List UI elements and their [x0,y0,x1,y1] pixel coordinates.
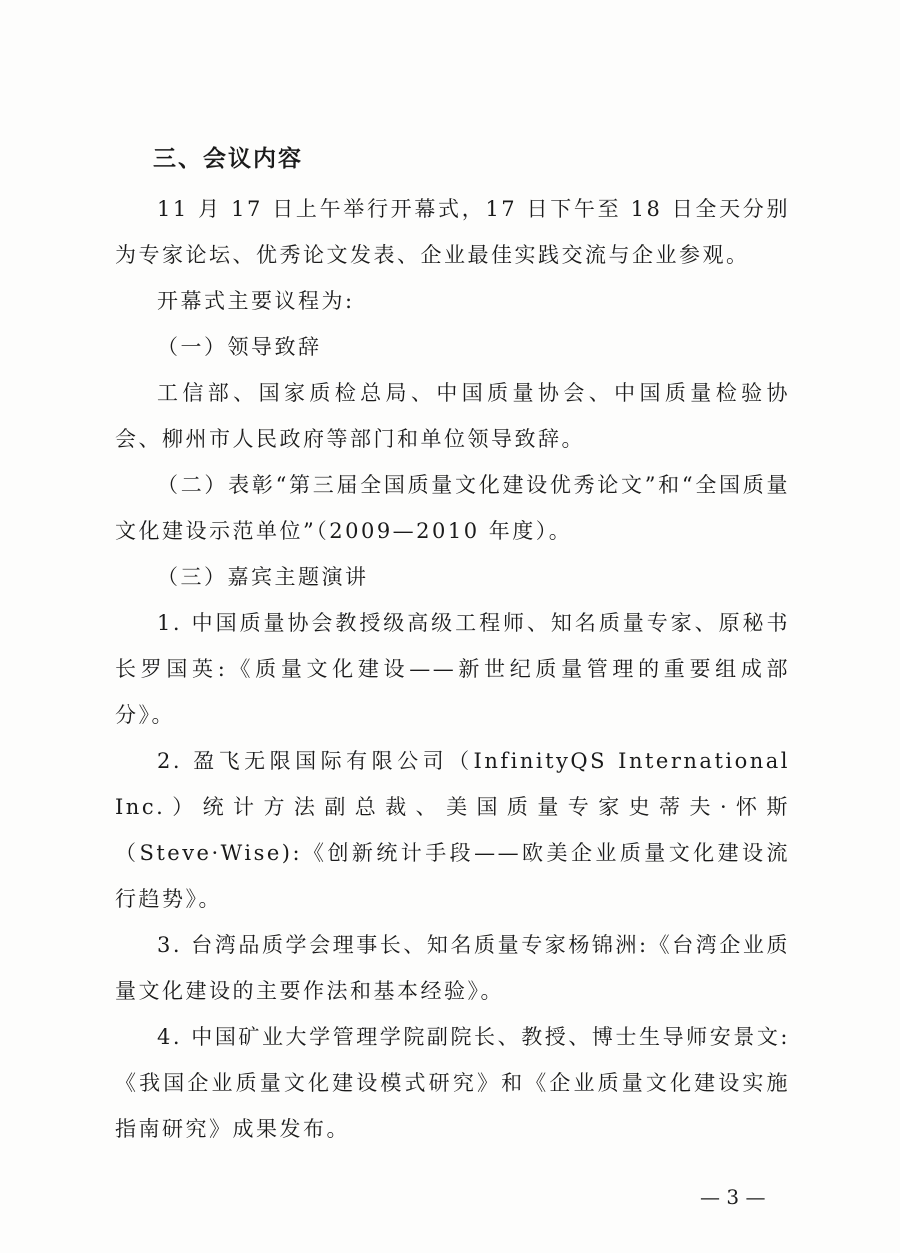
paragraph-item-1-body: 工信部、国家质检总局、中国质量协会、中国质量检验协会、柳州市人民政府等部门和单位领导致辞。 [115,381,790,451]
section-heading: 三、会议内容 [153,146,303,172]
page-content [115,140,790,1152]
paragraph-agenda-intro: 开幕式主要议程为: [157,289,355,313]
paragraph-speech-3: 3. 台湾品质学会理事长、知名质量专家杨锦洲:《台湾企业质量文化建设的主要作法和基本经验》。 [115,933,790,1003]
page-number: — 3 — [700,1185,766,1209]
paragraph-speech-1: 1. 中国质量协会教授级高级工程师、知名质量专家、原秘书长罗国英:《质量文化建设——新世纪质量管理的重要组成部分》。 [115,611,790,727]
paragraph-speech-2: 2. 盈飞无限国际有限公司（InfinityQS International Inc.）统计方法副总裁、美国质量专家史蒂夫·怀斯（Steve·Wise):《创新统计手段——欧美企业质量文化建设流行趋势》。 [115,749,790,911]
paragraph-item-1-title: （一）领导致辞 [157,335,322,359]
paragraph-schedule: 11 月 17 日上午举行开幕式，17 日下午至 18 日全天分别为专家论坛、优秀论文发表、企业最佳实践交流与企业参观。 [115,197,790,267]
paragraph-item-3-title: （三）嘉宾主题演讲 [157,565,369,589]
paragraph-item-2: （二）表彰“第三届全国质量文化建设优秀论文”和“全国质量文化建设示范单位”（2009—2010 年度）。 [115,473,790,543]
paragraph-speech-4: 4. 中国矿业大学管理学院副院长、教授、博士生导师安景文:《我国企业质量文化建设模式研究》和《企业质量文化建设实施指南研究》成果发布。 [115,1025,790,1141]
